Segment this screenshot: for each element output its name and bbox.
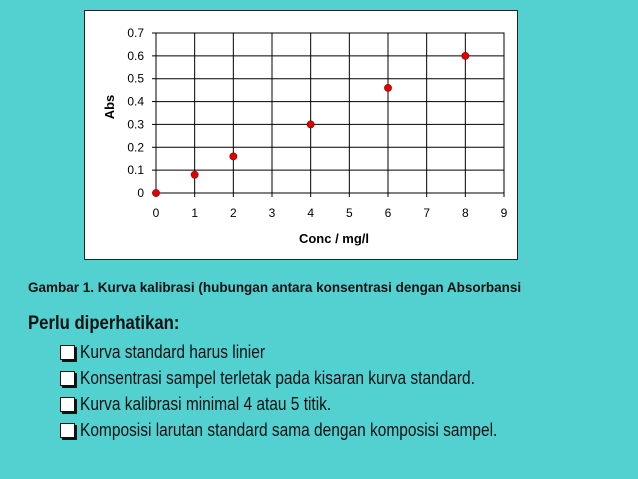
note-list: [60, 339, 565, 443]
x-tick-label: 0: [152, 206, 160, 220]
x-tick-label: 4: [307, 206, 315, 220]
note-item: [60, 365, 565, 391]
data-point: [230, 153, 237, 160]
note-item: [60, 339, 565, 365]
x-tick-label: 9: [500, 206, 508, 220]
checkbox-icon: [60, 423, 75, 438]
y-tick-label: 0.6: [127, 48, 144, 63]
x-tick-label: 5: [345, 206, 353, 220]
note-text: Kurva standard harus linier: [80, 341, 266, 362]
plot-frame: [156, 33, 504, 193]
x-tick-label: 7: [423, 206, 431, 220]
x-tick-label: 6: [384, 206, 392, 220]
y-axis-label: Abs: [102, 94, 117, 120]
note-text: Komposisi larutan standard sama dengan komposisi sampel.: [80, 419, 498, 440]
data-point: [152, 189, 159, 196]
chart-panel: [84, 10, 518, 260]
y-tick-label: 0.4: [127, 94, 144, 109]
y-tick-label: 0.5: [127, 71, 144, 86]
note-item: [60, 391, 565, 417]
x-axis-label: Conc / mg/l: [298, 231, 370, 246]
y-tick-label: 0.3: [127, 117, 144, 132]
y-tick-label: 0.7: [127, 26, 144, 40]
notes-title: Perlu diperhatikan:: [28, 313, 180, 334]
y-tick-label: 0: [137, 186, 144, 200]
y-tick-label: 0.2: [127, 140, 144, 155]
y-tick-label: 0.1: [127, 163, 144, 178]
checkbox-icon: [60, 371, 75, 386]
x-tick-label: 2: [229, 206, 237, 220]
note-text: Konsentrasi sampel terletak pada kisaran kurva standard.: [80, 367, 475, 388]
checkbox-icon: [60, 345, 75, 360]
note-item: [60, 417, 565, 443]
data-point: [191, 171, 198, 178]
note-text: Kurva kalibrasi minimal 4 atau 5 titik.: [80, 393, 332, 414]
x-tick-label: 1: [191, 206, 199, 220]
x-tick-label: 8: [461, 206, 469, 220]
checkbox-icon: [60, 397, 75, 412]
data-point: [462, 52, 469, 59]
calibration-chart: [85, 11, 517, 259]
data-point: [307, 121, 314, 128]
figure-caption: Gambar 1. Kurva kalibrasi (hubungan antara konsentrasi dengan Absorbansi: [28, 280, 522, 295]
data-point: [384, 84, 391, 91]
x-tick-label: 3: [268, 206, 276, 220]
